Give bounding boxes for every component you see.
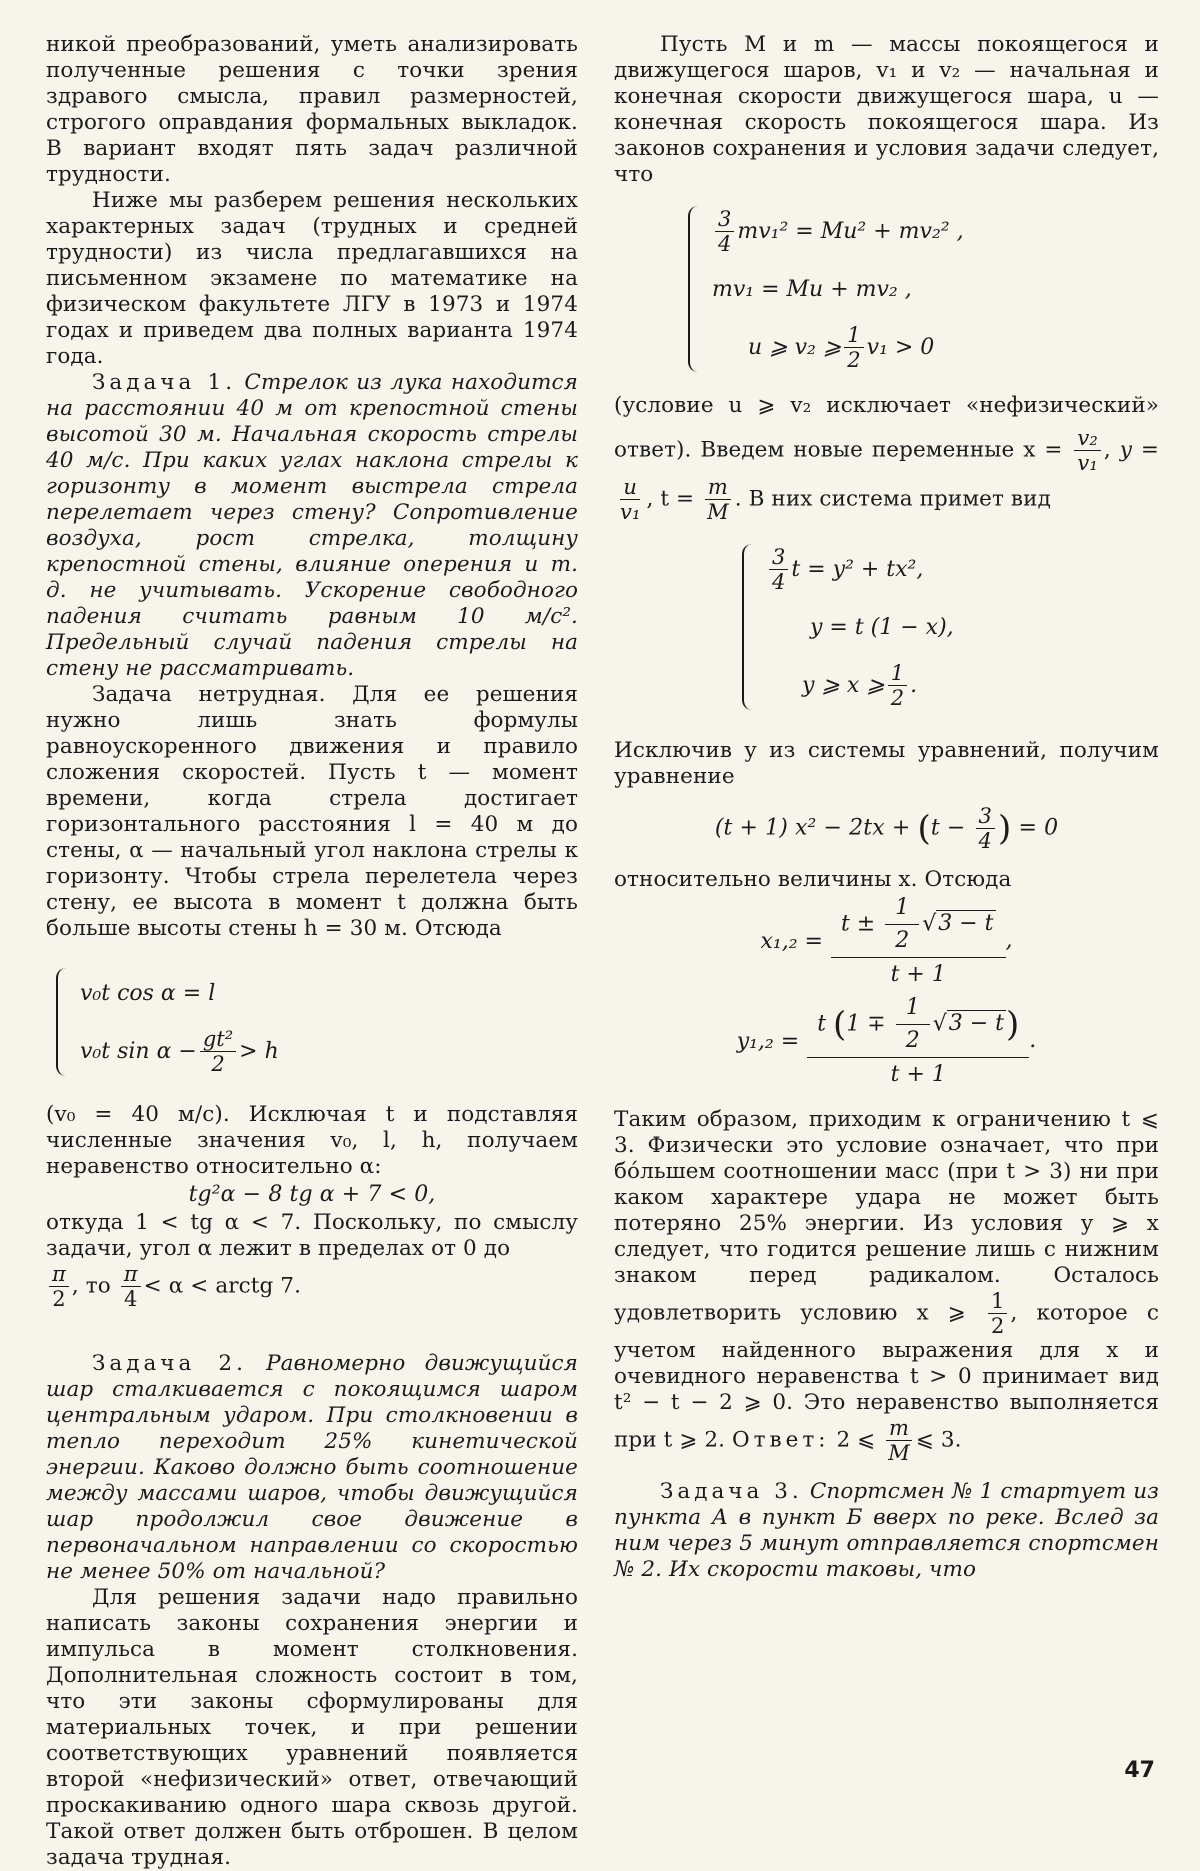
paren-right: ) — [997, 808, 1012, 849]
system-2-row-2: mv₁ = Mu + mv₂ , — [712, 276, 912, 302]
x-formula-lhs: x₁,₂ = — [760, 928, 823, 954]
system-2-row-1 — [712, 202, 1159, 260]
fraction — [617, 475, 643, 524]
problem-3 — [614, 1479, 1159, 1583]
equation-tg: tg²α − 8 tg α + 7 < 0, — [188, 1182, 436, 1207]
angle-range — [46, 1262, 578, 1311]
fraction — [769, 545, 788, 594]
period: . — [1029, 1028, 1037, 1053]
angle-range-end: < α < arctg 7. — [143, 1273, 302, 1299]
left-paragraph-3: Задача нетрудная. Для ее решения нужно лишь знать формулы равноускоренного движения и правило сложения скоростей. Пусть t — момент времени, когда стрела достигает горизонтального расстояния l = 40 м до стены, α — начальный угол наклона стрелы к горизонту. Чтобы стрела перелетела через стену, ее высота в момент t должна быть больше высоты стены h = 30 м. Отсюда — [46, 682, 578, 941]
paren-right: ) — [1006, 1004, 1020, 1044]
problem-1-text: Стрелок из лука находится на расстоянии 40 м от крепостной стены высотой 30 м. Начальная скорость стрелы 40 м/с. При каких углах наклона стрелы к горизонту в момент выстрела стрела перелетает через стену? Сопротивление воздуха, рост стрелка, толщину крепостной стены, влияние оперения и т. д. не учитывать. Ускорение свободного падения считать равным 10 м/с². Предельный случай падения стрелы на стену не рассматривать. — [46, 370, 578, 681]
fraction-numerator: 1 — [896, 996, 930, 1025]
fraction — [885, 896, 919, 953]
fraction-denominator: 2 — [52, 1287, 66, 1311]
y-formula-lhs: y₁,₂ = — [736, 1028, 800, 1054]
variable-t: , t = — [646, 486, 695, 512]
problem-1 — [46, 370, 578, 682]
fraction-denominator: 2 — [847, 347, 861, 372]
right-paragraph-4: относительно величины x. Отсюда — [614, 867, 1012, 892]
quadratic-rhs: = 0 — [1018, 815, 1059, 841]
system-3-row-3-rhs: . — [910, 672, 918, 698]
system-brace — [688, 206, 704, 372]
system-2-row-3-lhs: u ⩾ v₂ ⩾ — [748, 334, 842, 360]
equation-system-2 — [678, 202, 1159, 376]
system-3-row-1 — [766, 540, 1159, 598]
page-number: 47 — [1124, 1758, 1155, 1783]
square-root: 3 − t — [938, 911, 994, 936]
quadratic-t: t − — [930, 815, 966, 841]
fraction-denominator: M — [888, 1441, 910, 1465]
fraction — [976, 804, 995, 853]
right-column — [614, 32, 1159, 1583]
fraction-numerator: π — [121, 1262, 141, 1287]
right-paragraph-5-continued: , которое с учетом найденного выражения для x и очевидного неравенства t > 0 принимает вид t² − t − 2 ⩾ 0. Это неравенство выполняется при t ⩾ 2. — [614, 1300, 1159, 1453]
fraction — [704, 475, 732, 524]
variable-y: y = — [1119, 437, 1160, 463]
fraction-numerator: 1 — [885, 896, 919, 925]
left-paragraph-4: (v₀ = 40 м/с). Исключая t и подставляя численные значения v₀, l, h, получаем неравенство относительно α: — [46, 1102, 578, 1179]
fraction-numerator: m — [886, 1416, 912, 1441]
y-formula-numerator-text: 1 ∓ — [846, 1011, 886, 1036]
spacer — [614, 1093, 1159, 1107]
fraction-numerator: gt² — [200, 1027, 236, 1052]
x-formula-numerator: t ± $\frac{1}{2}$ √3 − t — [831, 896, 1006, 958]
y-formula-denominator: t + 1 — [890, 1061, 946, 1087]
system-brace — [742, 544, 758, 710]
x-formula-numerator-text: t ± — [840, 911, 876, 936]
fraction — [49, 1262, 69, 1311]
fraction-numerator: π — [49, 1262, 69, 1287]
answer-lower: 2 ⩽ — [836, 1427, 876, 1453]
equation-system-1 — [46, 964, 578, 1080]
system-2-row-1-text: mv₁² = Mu² + mv₂² , — [737, 218, 964, 244]
y-formula-fraction — [807, 996, 1029, 1087]
new-variables-outro: . В них система примет вид — [734, 486, 1051, 512]
system-3-row-1-text: t = y² + tx², — [791, 556, 924, 582]
fraction — [715, 207, 734, 256]
fraction-denominator: v₁ — [620, 500, 641, 524]
y-formula-numerator-t: t — [817, 1011, 827, 1036]
system-brace — [56, 968, 72, 1076]
system-2-row-3-rhs: v₁ > 0 — [866, 334, 935, 360]
fraction-numerator: u — [620, 475, 640, 500]
fraction-numerator: 3 — [976, 804, 995, 829]
fraction-denominator: M — [707, 500, 729, 524]
problem-3-label: Задача 3. — [660, 1479, 803, 1504]
left-paragraph-5: откуда 1 < tg α < 7. Поскольку, по смыслу задачи, угол α лежит в пределах от 0 до — [46, 1210, 578, 1261]
fraction-numerator: 1 — [844, 323, 863, 348]
fraction-denominator: 2 — [211, 1051, 225, 1076]
paren-left: ( — [917, 808, 931, 849]
system-1-row-2-lhs: v₀t sin α − — [80, 1038, 197, 1064]
angle-range-to: , то — [71, 1273, 111, 1299]
fraction-numerator: 1 — [988, 1289, 1007, 1314]
fraction-denominator: 4 — [978, 829, 992, 853]
system-3-row-3 — [766, 656, 1159, 714]
problem-2 — [46, 1351, 578, 1585]
fraction-denominator: 4 — [772, 569, 786, 594]
problem-3-text: Спортсмен № 1 стартует из пункта А в пункт Б вверх по реке. Вслед за ним через 5 минут отправляется спортсмен № 2. Их скорости таковы, что — [614, 1479, 1160, 1582]
fraction-numerator: 1 — [888, 661, 907, 686]
x-formula-denominator: t + 1 — [890, 961, 946, 987]
system-1-row-2 — [80, 1022, 578, 1080]
fraction — [200, 1027, 236, 1076]
fraction-numerator: v₂ — [1074, 426, 1100, 451]
fraction — [988, 1289, 1007, 1338]
fraction-denominator: 2 — [990, 1314, 1005, 1338]
x-formula-fraction — [831, 896, 1006, 987]
quadratic-equation — [614, 804, 1159, 853]
answer-upper: ⩽ 3. — [915, 1427, 962, 1453]
problem-2-label: Задача 2. — [92, 1351, 247, 1376]
right-paragraph-3: Исключив y из системы уравнений, получим уравнение — [614, 738, 1159, 789]
fraction-denominator: 2 — [905, 1027, 920, 1053]
quadratic-lhs: (t + 1) x² − 2tx + — [714, 815, 911, 841]
system-3-row-3-lhs: y ⩾ x ⩾ — [802, 672, 885, 698]
system-1-row-2-rhs: > h — [239, 1038, 279, 1064]
fraction-denominator: 2 — [895, 927, 910, 953]
fraction-denominator: v₁ — [1077, 451, 1098, 475]
spacer — [614, 724, 1159, 738]
fraction — [121, 1262, 141, 1311]
paren-left: ( — [833, 1004, 847, 1044]
fraction — [844, 323, 863, 372]
system-1-row-1: v₀t cos α = l — [80, 980, 216, 1006]
system-2-row-3 — [712, 318, 1159, 376]
fraction-numerator: 3 — [769, 545, 788, 570]
system-3-row-2: y = t (1 − x), — [810, 614, 954, 640]
fraction-denominator: 4 — [123, 1287, 138, 1311]
y-formula — [614, 989, 1159, 1093]
new-variables-intro: (условие u ⩾ v₂ исключает «нефизический» ответ). Введем новые переменные x = — [614, 393, 1159, 463]
fraction — [896, 996, 930, 1053]
fraction — [1074, 426, 1100, 475]
spacer — [614, 1465, 1159, 1479]
right-paragraph-5 — [614, 1107, 1159, 1465]
left-paragraph-6: Для решения задачи надо правильно написать законы сохранения энергии и импульса в момент столкновения. Дополнительная сложность состоит в том, что эти законы сформулированы для материальных точек, и при решении соответствующих уравнений появляется второй «нефизический» ответ, отвечающий проскакиванию одного шара сквозь другой. Такой ответ должен быть отброшен. В целом задача трудная. — [46, 1585, 578, 1870]
problem-1-label: Задача 1. — [92, 370, 237, 395]
fraction-numerator: 3 — [715, 207, 734, 232]
x-formula — [614, 893, 1159, 989]
fraction-numerator: m — [705, 475, 731, 500]
fraction-denominator: 4 — [718, 231, 732, 256]
square-root: 3 − t — [948, 1011, 1005, 1036]
right-paragraph-5-text: Таким образом, приходим к ограничению t ⩽ 3. Физически это условие означает, что при бóльшем соотношении масс (при t > 3) ни при каком характере удара не может быть потеряно 25% энергии. Из условия y ⩾ x следует, что годится решение лишь с нижним знаком перед радикалом. Осталось удовлетворить условию x ⩾ — [614, 1107, 1159, 1326]
left-paragraph-2: Ниже мы разберем решения нескольких характерных задач (трудных и средней трудности) из числа предлагавшихся на письменном экзамене по математике на физическом факультете ЛГУ в 1973 и 1974 годах и приведем два полных варианта 1974 года. — [46, 188, 578, 369]
left-paragraph-1: никой преобразований, уметь анализировать полученные решения с точки зрения здравого смысла, правил размерностей, строгого оправдания формальных выкладок. В вариант входят пять задач различной трудности. — [46, 32, 578, 187]
equation-system-3 — [732, 540, 1159, 714]
fraction-denominator: 2 — [890, 685, 905, 710]
comma: , — [1005, 928, 1013, 953]
right-paragraph-2: (условие u ⩾ v₂ исключает «нефизический» ответ). Введем новые переменные x = $\frac{\text{v₂}}{\text{v₁}}$ , y = $\frac{u}{\text{v₁}}$ , t = $\frac{m}{M}$ . В них система примет вид — [614, 393, 1160, 524]
y-formula-numerator: t (1 ∓ $\frac{1}{2}$ √3 − t) — [807, 996, 1029, 1058]
right-paragraph-1: Пусть M и m — массы покоящегося и движущегося шаров, v₁ и v₂ — начальная и конечная скорости движущегося шара, u — конечная скорость покоящегося шара. Из законов сохранения и условия задачи следует, что — [614, 32, 1159, 187]
fraction — [885, 1416, 913, 1465]
spacer — [46, 1311, 578, 1351]
answer-label: Ответ: — [732, 1427, 830, 1453]
fraction — [888, 661, 907, 710]
problem-2-text: Равномерно движущийся шар сталкивается с покоящимся шаром центральным ударом. При столкновении в тепло переходит 25% кинетической энергии. Каково должно быть соотношение между массами шаров, чтобы движущийся шар продолжил свое движение в первоначальном направлении со скоростью не менее 50% от начальной? — [46, 1351, 578, 1584]
left-column — [46, 32, 578, 1871]
